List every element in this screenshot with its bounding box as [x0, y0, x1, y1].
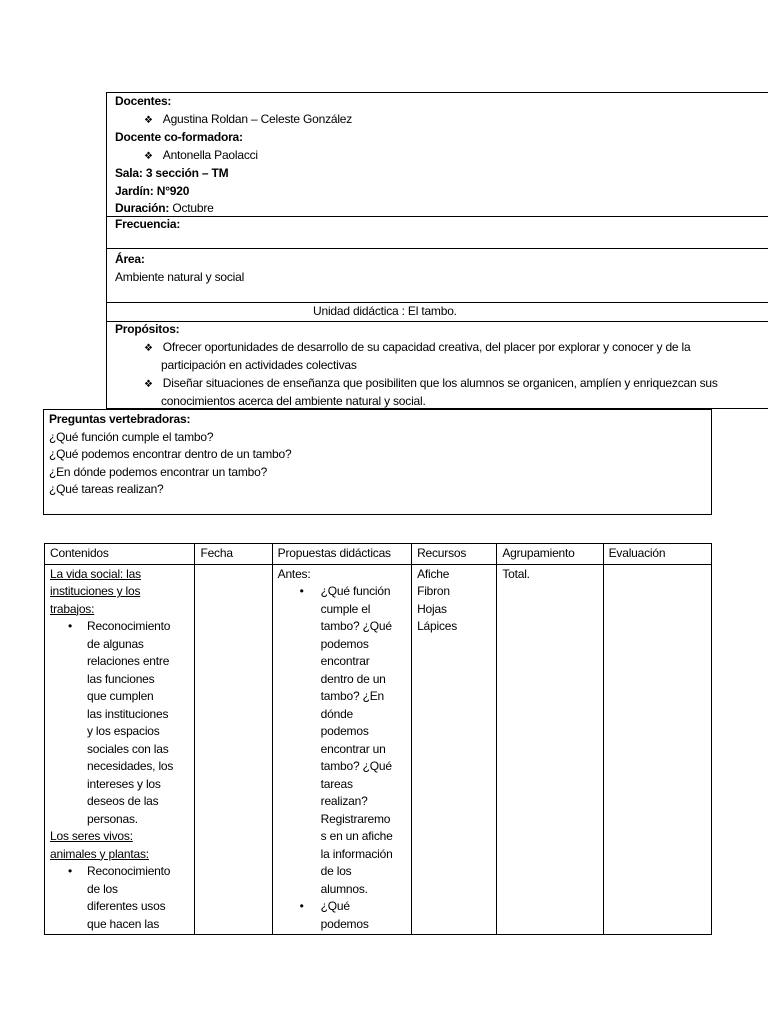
contenidos-cell	[45, 564, 195, 935]
frecuencia-row	[107, 216, 768, 249]
propuestas-cell	[272, 564, 411, 935]
contenidos-heading: trabajos:	[50, 601, 95, 616]
bullet-icon: •	[299, 899, 304, 913]
unidad-title: Unidad didáctica : El tambo.	[313, 304, 457, 318]
frecuencia-label: Frecuencia:	[115, 217, 181, 231]
header-recursos: Recursos	[412, 544, 497, 565]
contenidos-heading: La vida social: las	[50, 566, 141, 581]
duracion-value: Octubre	[172, 201, 214, 215]
diamond-bullet-icon: ❖	[144, 114, 153, 126]
fecha-cell	[195, 564, 272, 935]
pregunta-item: ¿Qué función cumple el tambo?	[49, 429, 214, 444]
docentes-line	[115, 111, 352, 130]
proposito-item-cont: participación en actividades colectivas	[161, 358, 357, 372]
preguntas-label: Preguntas vertebradoras:	[49, 412, 191, 426]
propuestas-list-item: • ¿Qué podemos	[299, 899, 369, 931]
duracion-line	[115, 200, 352, 218]
proposito-item: ❖ Ofrecer oportunidades de desarrollo de su capacidad creativa, del placer por explorar y conocer y de la	[144, 339, 691, 354]
coformadora-label: Docente co-formadora:	[115, 130, 243, 144]
contenidos-list-item: • Reconocimiento de los diferentes usos que hacen las	[68, 864, 171, 931]
header-agrupamiento: Agrupamiento	[497, 544, 603, 565]
recurso-item: Lápices	[417, 619, 458, 633]
docentes-names: Agustina Roldan – Celeste González	[162, 111, 353, 126]
header-evaluacion: Evaluación	[603, 544, 711, 565]
contenidos-heading: Los seres vivos:	[50, 829, 133, 843]
evaluacion-cell	[603, 564, 711, 935]
coformadora-name: Antonella Paolacci	[162, 147, 258, 162]
area-label: Área:	[115, 252, 145, 266]
header-fecha: Fecha	[195, 544, 272, 565]
diamond-bullet-icon: ❖	[144, 342, 153, 354]
bullet-icon: •	[299, 584, 304, 598]
pregunta-item: ¿Qué podemos encontrar dentro de un tambo?	[49, 447, 292, 461]
sala-line: Sala: 3 sección – TM	[115, 166, 229, 180]
bullet-icon: •	[68, 619, 73, 633]
recurso-item: Fibron	[417, 584, 450, 598]
pregunta-item: ¿Qué tareas realizan?	[49, 482, 164, 496]
proposito-item-cont: conocimientos acerca del ambiente natural y social.	[161, 394, 426, 408]
jardin-line: Jardín: N°920	[115, 183, 190, 198]
recurso-item: Afiche	[417, 566, 450, 581]
coformadora-line	[115, 147, 352, 166]
unidad-row	[107, 302, 768, 322]
agrupamiento-cell	[497, 564, 603, 935]
antes-label: Antes:	[277, 566, 311, 581]
propuestas-list-item: • ¿Qué función cumple el tambo? ¿Qué podemos encontrar dentro de un tambo? ¿En dónde podemos encontrar un tambo? ¿Qué tareas realizan? Registraremo s en un afiche la información de los alumnos.	[299, 584, 393, 896]
diamond-bullet-icon: ❖	[144, 150, 153, 162]
diamond-bullet-icon: ❖	[144, 378, 153, 390]
table-row	[45, 564, 712, 935]
recurso-item: Hojas	[417, 601, 447, 616]
table-header-row	[45, 544, 712, 565]
contenidos-list-item: • Reconocimiento de algunas relaciones entre las funciones que cumplen las instituciones y los espacios sociales con las necesidades, los intereses y los deseos de las personas.	[68, 619, 174, 826]
header-propuestas: Propuestas didácticas	[272, 544, 411, 565]
bullet-icon: •	[68, 864, 73, 878]
propositos-label: Propósitos:	[115, 322, 180, 336]
contenidos-heading: instituciones y los	[50, 584, 141, 598]
docentes-label: Docentes:	[115, 94, 172, 108]
header-box	[106, 92, 768, 409]
contenidos-heading: animales y plantas:	[50, 846, 149, 861]
planning-table	[44, 543, 712, 935]
area-value: Ambiente natural y social	[115, 269, 245, 284]
agrupamiento-value: Total.	[502, 566, 530, 581]
proposito-item: ❖ Diseñar situaciones de enseñanza que posibiliten que los alumnos se organicen, amplíen y enriquezcan sus	[144, 375, 718, 390]
preguntas-box	[43, 409, 712, 515]
propositos-section	[107, 321, 768, 409]
pregunta-item: ¿En dónde podemos encontrar un tambo?	[49, 464, 268, 479]
header-contenidos: Contenidos	[45, 544, 195, 565]
header-info-row	[107, 93, 768, 217]
duracion-label: Duración:	[115, 201, 170, 215]
recursos-cell	[412, 564, 497, 935]
area-row	[107, 248, 768, 303]
